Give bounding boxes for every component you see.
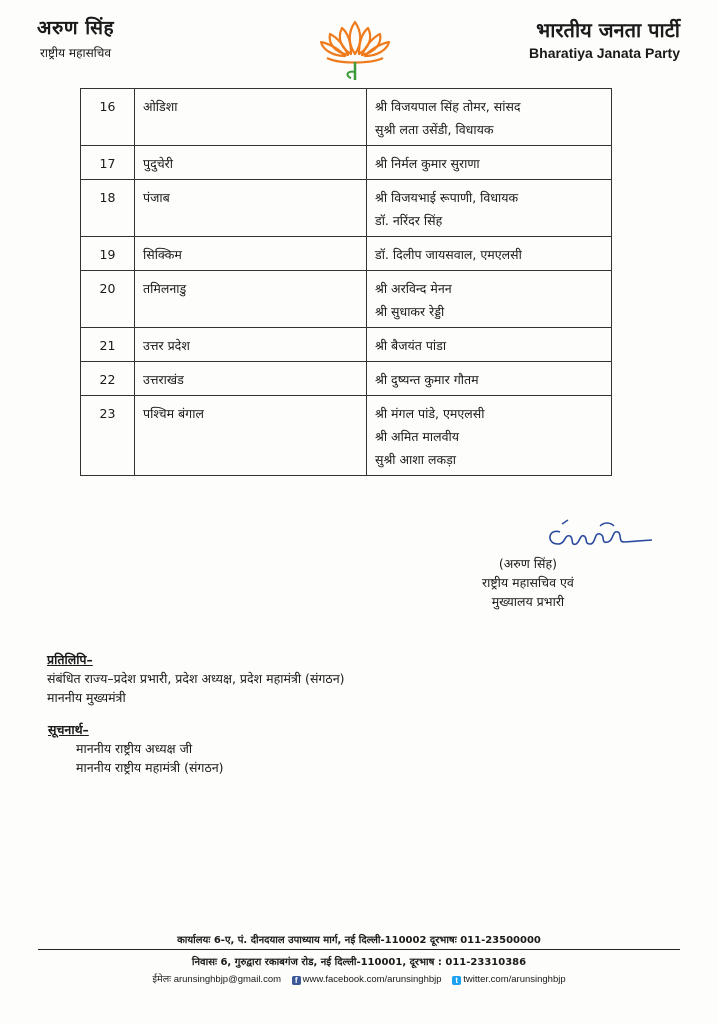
email-text[interactable]: ईमेलः arunsinghbjp@gmail.com <box>152 974 282 985</box>
signatory-name: (अरुण सिंह) <box>498 556 557 571</box>
row-number: 19 <box>81 237 135 271</box>
incharge-name: डॉ. नरिंदर सिंह <box>375 213 443 228</box>
footer-divider <box>38 949 680 950</box>
incharge-names <box>367 328 612 362</box>
facebook-icon: f <box>292 976 301 985</box>
table-row <box>81 237 612 271</box>
row-number: 18 <box>81 180 135 237</box>
copy-heading: प्रतिलिपि– <box>47 652 93 667</box>
info-heading: सूचनार्थ– <box>48 722 89 737</box>
incharge-name: श्री अमित मालवीय <box>375 429 460 444</box>
copy-line: माननीय मुख्यमंत्री <box>47 690 126 705</box>
incharge-names <box>367 237 612 271</box>
incharge-name: सुश्री लता उसेंडी, विधायक <box>375 122 494 137</box>
party-name-english: Bharatiya Janata Party <box>529 45 680 61</box>
table-row <box>81 180 612 237</box>
state-name: पश्चिम बंगाल <box>135 396 367 476</box>
table-row <box>81 271 612 328</box>
table-row <box>81 146 612 180</box>
row-number: 20 <box>81 271 135 328</box>
state-incharge-table <box>80 88 612 476</box>
state-name: पुदुचेरी <box>135 146 367 180</box>
office-address: कार्यालयः 6-ए, पं. दीनदयाल उपाध्याय मार्ग, नई दिल्ली-110002 दूरभाषः 011-23500000 <box>177 935 541 946</box>
incharge-name: श्री निर्मल कुमार सुराणा <box>375 156 480 171</box>
incharge-name: श्री विजयपाल सिंह तोमर, सांसद <box>375 99 521 114</box>
contact-line <box>0 972 718 985</box>
lotus-logo-icon <box>315 14 395 84</box>
table-row <box>81 328 612 362</box>
table-row <box>81 362 612 396</box>
state-name: उत्तर प्रदेश <box>135 328 367 362</box>
state-name: पंजाब <box>135 180 367 237</box>
incharge-names <box>367 89 612 146</box>
row-number: 16 <box>81 89 135 146</box>
state-name: उत्तराखंड <box>135 362 367 396</box>
signatory-subtitle: मुख्यालय प्रभारी <box>491 594 565 609</box>
incharge-name: डॉ. दिलीप जायसवाल, एमएलसी <box>375 247 522 262</box>
signatory-title: राष्ट्रीय महासचिव एवं <box>482 575 574 590</box>
state-name: सिक्किम <box>135 237 367 271</box>
state-name: ओडिशा <box>135 89 367 146</box>
incharge-name: श्री विजयभाई रूपाणी, विधायक <box>375 190 519 205</box>
signature-image <box>540 514 660 559</box>
copy-line: संबंधित राज्य–प्रदेश प्रभारी, प्रदेश अध्यक्ष, प्रदेश महामंत्री (संगठन) <box>47 671 345 686</box>
for-information-section <box>48 720 224 777</box>
state-name: तमिलनाडु <box>135 271 367 328</box>
party-block <box>529 16 680 61</box>
row-number: 17 <box>81 146 135 180</box>
row-number: 22 <box>81 362 135 396</box>
incharge-name: श्री अरविन्द मेनन <box>375 281 452 296</box>
sender-name: अरुण सिंह <box>37 17 115 39</box>
info-line: माननीय राष्ट्रीय महामंत्री (संगठन) <box>76 760 224 775</box>
incharge-names <box>367 146 612 180</box>
twitter-icon: t <box>452 976 461 985</box>
sender-block <box>37 14 114 61</box>
row-number: 21 <box>81 328 135 362</box>
incharge-name: श्री बैजयंत पांडा <box>375 338 447 353</box>
incharge-names <box>367 271 612 328</box>
copy-to-section <box>47 650 345 707</box>
incharge-name: श्री मंगल पांडे, एमएलसी <box>375 406 485 421</box>
incharge-names <box>367 180 612 237</box>
residence-address: निवासः 6, गुरुद्वारा रकाबगंज रोड, नई दिल्ली-110001, दूरभाष : 011-23310386 <box>191 957 527 968</box>
incharge-names <box>367 396 612 476</box>
signatory-block <box>482 554 574 611</box>
twitter-link[interactable]: twitter.com/arunsinghbjp <box>463 974 566 985</box>
incharge-name: श्री सुधाकर रेड्डी <box>375 304 445 319</box>
incharge-name: सुश्री आशा लकड़ा <box>375 452 456 467</box>
incharge-names <box>367 362 612 396</box>
info-line: माननीय राष्ट्रीय अध्यक्ष जी <box>76 741 193 756</box>
table-row <box>81 89 612 146</box>
incharge-name: श्री दुष्यन्त कुमार गौतम <box>375 372 479 387</box>
row-number: 23 <box>81 396 135 476</box>
table-row <box>81 396 612 476</box>
party-name-hindi: भारतीय जनता पार्टी <box>536 18 680 42</box>
sender-role: राष्ट्रीय महासचिव <box>40 46 112 60</box>
facebook-link[interactable]: www.facebook.com/arunsinghbjp <box>302 974 442 985</box>
